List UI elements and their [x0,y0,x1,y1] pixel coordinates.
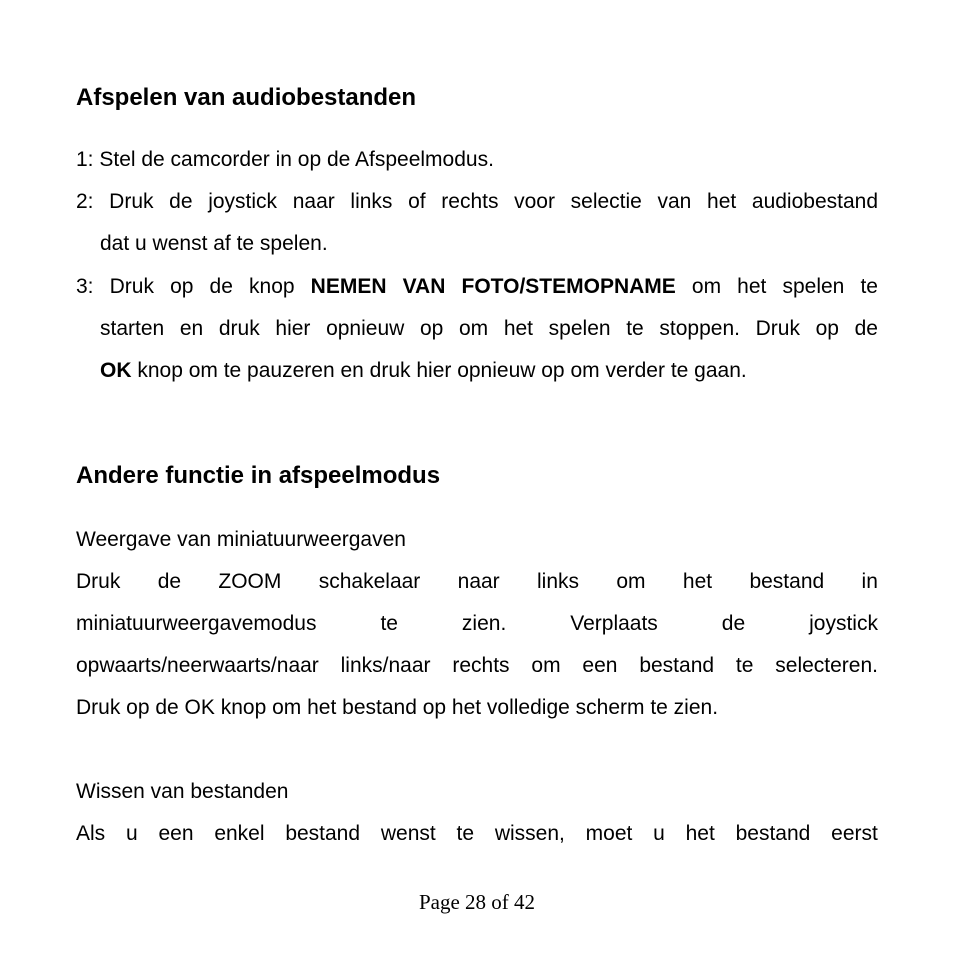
word: Druk [76,570,121,593]
word: te [380,612,398,635]
paragraph-2-line-1 [76,821,878,847]
word: u [653,822,665,845]
word: een [158,822,194,845]
word: de [721,612,746,635]
word: het [682,570,713,593]
word: ZOOM [218,570,282,593]
word: bestand [749,570,825,593]
word: om [616,570,646,593]
subheading-thumbnails: Weergave van miniatuurweergaven [76,528,406,551]
step-3-button-name: NEMEN VAN FOTO/STEMOPNAME [310,275,676,298]
paragraph-1-line-1 [76,569,878,595]
section-heading-audio-playback: Afspelen van audiobestanden [76,84,417,111]
step-1: 1: Stel de camcorder in op de Afspeelmodus. [76,148,494,171]
word: in [861,570,878,593]
step-3-line-3 [100,358,747,384]
word: Als [76,822,106,845]
word: miniatuurweergavemodus [76,612,317,635]
word: bestand [735,822,811,845]
page-number-footer: Page 28 of 42 [418,890,536,914]
word: bestand [285,822,361,845]
word: enkel [214,822,265,845]
step-2-line-2: dat u wenst af te spelen. [100,232,328,255]
word: links [537,570,580,593]
step-3-text-a: 3: Druk op de knop [76,275,311,298]
paragraph-1-line-2 [76,611,878,637]
word: Verplaats [570,612,658,635]
step-3-line-1 [76,274,878,300]
section-heading-other-functions: Andere functie in afspeelmodus [76,462,441,489]
paragraph-1-line-4: Druk op de OK knop om het bestand op het volledige scherm te zien. [76,696,719,719]
word: wissen, [494,822,565,845]
word: eerst [831,822,878,845]
word: zien. [461,612,507,635]
word: naar [457,570,500,593]
step-2-line-1: 2: Druk de joystick naar links of rechts voor selectie van het audiobestand [76,190,878,213]
step-3-line-2: starten en druk hier opnieuw op om het spelen te stoppen. Druk op de [100,317,878,340]
paragraph-1-line-3: opwaarts/neerwaarts/naar links/naar rechts om een bestand te selecteren. [76,654,878,677]
word: te [456,822,475,845]
ok-label: OK [100,359,132,382]
step-3-text-b: om het spelen te [675,275,878,298]
word: wenst [380,822,436,845]
word: moet [585,822,633,845]
word: schakelaar [318,570,421,593]
word: het [685,822,715,845]
word: joystick [809,612,878,635]
step-3-text-c: knop om te pauzeren en druk hier opnieuw op om verder te gaan. [131,359,747,382]
word: de [157,570,182,593]
word: u [125,822,138,845]
subheading-delete-files: Wissen van bestanden [76,780,289,803]
